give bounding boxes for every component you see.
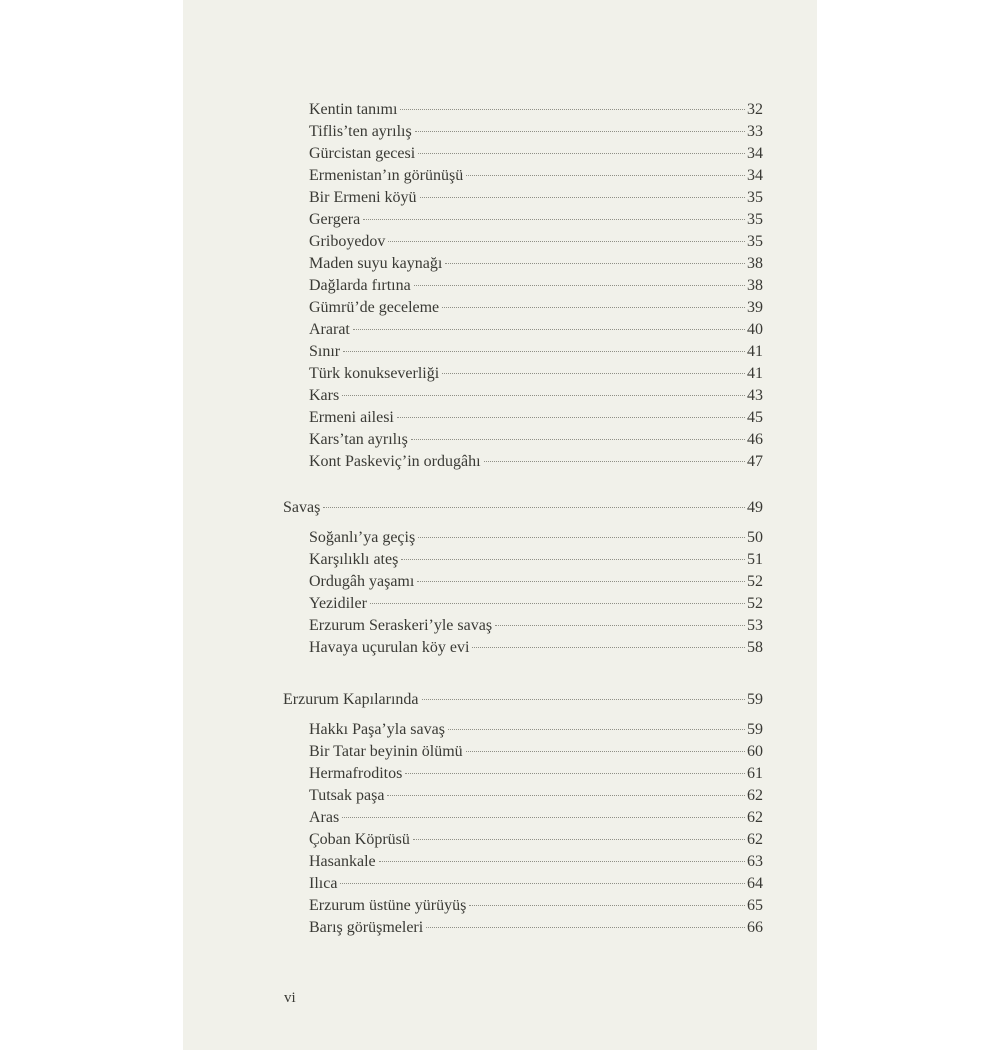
leader-dots bbox=[401, 559, 745, 560]
entry-title: Erzurum üstüne yürüyüş bbox=[309, 897, 467, 914]
entry-title: Tiflis’ten ayrılış bbox=[309, 123, 412, 140]
entry-page-number: 43 bbox=[747, 387, 763, 404]
entry-page-number: 63 bbox=[747, 853, 763, 870]
leader-dots bbox=[495, 625, 745, 626]
entry-title: Tutsak paşa bbox=[309, 787, 385, 804]
toc-entry bbox=[309, 121, 763, 143]
toc-entry bbox=[309, 165, 763, 187]
entry-page-number: 60 bbox=[747, 743, 763, 760]
entry-page-number: 64 bbox=[747, 875, 763, 892]
leader-dots bbox=[466, 751, 745, 752]
toc-entry bbox=[309, 429, 763, 451]
entry-page-number: 38 bbox=[747, 277, 763, 294]
leader-dots bbox=[342, 395, 745, 396]
entry-page-number: 58 bbox=[747, 639, 763, 656]
entry-title: Ordugâh yaşamı bbox=[309, 573, 415, 590]
entry-title: Barış görüşmeleri bbox=[309, 919, 424, 936]
toc-entry bbox=[309, 719, 763, 741]
toc-entry bbox=[309, 407, 763, 429]
leader-dots bbox=[363, 219, 745, 220]
leader-dots bbox=[397, 417, 745, 418]
entry-title: Ermenistan’ın görünüşü bbox=[309, 167, 464, 184]
toc-entry bbox=[309, 851, 763, 873]
entry-title: Çoban Köprüsü bbox=[309, 831, 410, 848]
toc-entry bbox=[309, 297, 763, 319]
leader-dots bbox=[420, 197, 745, 198]
entry-title: Gümrü’de geceleme bbox=[309, 299, 440, 316]
entry-page-number: 61 bbox=[747, 765, 763, 782]
entry-title: Yezidiler bbox=[309, 595, 367, 612]
section-page-number: 49 bbox=[747, 499, 763, 516]
toc-entry bbox=[309, 451, 763, 473]
toc-entry-list bbox=[183, 527, 817, 659]
leader-dots bbox=[388, 241, 745, 242]
book-page bbox=[183, 0, 817, 1050]
entry-page-number: 59 bbox=[747, 721, 763, 738]
toc-entry bbox=[309, 527, 763, 549]
leader-dots bbox=[413, 839, 745, 840]
entry-title: Bir Tatar beyinin ölümü bbox=[309, 743, 463, 760]
entry-title: Aras bbox=[309, 809, 340, 826]
leader-dots bbox=[379, 861, 745, 862]
leader-dots bbox=[342, 817, 745, 818]
entry-page-number: 62 bbox=[747, 809, 763, 826]
leader-dots bbox=[343, 351, 745, 352]
toc-entry bbox=[309, 829, 763, 851]
leader-dots bbox=[472, 647, 745, 648]
entry-title: Gergera bbox=[309, 211, 361, 228]
toc-group-savas bbox=[183, 497, 817, 659]
entry-title: Hermafroditos bbox=[309, 765, 403, 782]
toc-entry-list bbox=[183, 99, 817, 473]
toc-group-erzurum-kapilarinda bbox=[183, 689, 817, 939]
entry-title: Gürcistan gecesi bbox=[309, 145, 416, 162]
leader-dots bbox=[426, 927, 745, 928]
entry-page-number: 53 bbox=[747, 617, 763, 634]
toc-entry bbox=[309, 275, 763, 297]
leader-dots bbox=[469, 905, 745, 906]
toc-entry-list bbox=[183, 719, 817, 939]
entry-page-number: 52 bbox=[747, 595, 763, 612]
entry-page-number: 50 bbox=[747, 529, 763, 546]
leader-dots bbox=[442, 307, 745, 308]
entry-page-number: 41 bbox=[747, 365, 763, 382]
entry-page-number: 32 bbox=[747, 101, 763, 118]
toc-entry bbox=[309, 615, 763, 637]
toc-entry bbox=[309, 363, 763, 385]
entry-title: Dağlarda fırtına bbox=[309, 277, 411, 294]
entry-page-number: 34 bbox=[747, 145, 763, 162]
entry-title: Maden suyu kaynağı bbox=[309, 255, 443, 272]
toc-entry bbox=[309, 895, 763, 917]
leader-dots bbox=[418, 537, 745, 538]
leader-dots bbox=[418, 153, 745, 154]
toc-entry bbox=[309, 785, 763, 807]
entry-page-number: 51 bbox=[747, 551, 763, 568]
toc-section-heading bbox=[283, 497, 763, 519]
entry-page-number: 62 bbox=[747, 787, 763, 804]
toc-entry bbox=[309, 143, 763, 165]
leader-dots bbox=[387, 795, 745, 796]
entry-page-number: 35 bbox=[747, 189, 763, 206]
toc-entry bbox=[309, 99, 763, 121]
entry-page-number: 40 bbox=[747, 321, 763, 338]
section-title: Savaş bbox=[283, 499, 321, 516]
toc-entry bbox=[309, 917, 763, 939]
entry-title: Ermeni ailesi bbox=[309, 409, 394, 426]
entry-title: Ilıca bbox=[309, 875, 338, 892]
entry-title: Soğanlı’ya geçiş bbox=[309, 529, 416, 546]
entry-title: Griboyedov bbox=[309, 233, 386, 250]
entry-page-number: 35 bbox=[747, 211, 763, 228]
entry-title: Ararat bbox=[309, 321, 350, 338]
section-page-number: 59 bbox=[747, 691, 763, 708]
leader-dots bbox=[448, 729, 745, 730]
leader-dots bbox=[417, 581, 745, 582]
toc-group-continuation bbox=[183, 99, 817, 473]
toc-entry bbox=[309, 873, 763, 895]
leader-dots bbox=[370, 603, 745, 604]
leader-dots bbox=[323, 507, 745, 508]
entry-page-number: 52 bbox=[747, 573, 763, 590]
entry-page-number: 35 bbox=[747, 233, 763, 250]
toc-section-heading bbox=[283, 689, 763, 711]
toc-entry bbox=[309, 807, 763, 829]
entry-title: Havaya uçurulan köy evi bbox=[309, 639, 470, 656]
entry-page-number: 41 bbox=[747, 343, 763, 360]
entry-page-number: 45 bbox=[747, 409, 763, 426]
entry-title: Kars bbox=[309, 387, 340, 404]
entry-page-number: 34 bbox=[747, 167, 763, 184]
entry-title: Kentin tanımı bbox=[309, 101, 398, 118]
toc-entry bbox=[309, 231, 763, 253]
leader-dots bbox=[340, 883, 745, 884]
entry-page-number: 46 bbox=[747, 431, 763, 448]
entry-page-number: 38 bbox=[747, 255, 763, 272]
entry-title: Kars’tan ayrılış bbox=[309, 431, 408, 448]
leader-dots bbox=[442, 373, 745, 374]
entry-title: Hakkı Paşa’yla savaş bbox=[309, 721, 445, 738]
entry-title: Sınır bbox=[309, 343, 341, 360]
toc-entry bbox=[309, 253, 763, 275]
entry-page-number: 62 bbox=[747, 831, 763, 848]
toc-entry bbox=[309, 549, 763, 571]
entry-page-number: 66 bbox=[747, 919, 763, 936]
leader-dots bbox=[405, 773, 745, 774]
entry-title: Türk konukseverliği bbox=[309, 365, 440, 382]
leader-dots bbox=[415, 131, 745, 132]
leader-dots bbox=[445, 263, 745, 264]
toc-entry bbox=[309, 741, 763, 763]
toc-entry bbox=[309, 319, 763, 341]
entry-title: Bir Ermeni köyü bbox=[309, 189, 417, 206]
leader-dots bbox=[353, 329, 745, 330]
entry-title: Hasankale bbox=[309, 853, 376, 870]
entry-page-number: 33 bbox=[747, 123, 763, 140]
entry-page-number: 39 bbox=[747, 299, 763, 316]
leader-dots bbox=[466, 175, 745, 176]
leader-dots bbox=[411, 439, 745, 440]
leader-dots bbox=[414, 285, 745, 286]
toc-entry bbox=[309, 187, 763, 209]
toc-entry bbox=[309, 593, 763, 615]
toc-entry bbox=[309, 637, 763, 659]
page-folio: vi bbox=[284, 990, 296, 1006]
entry-title: Erzurum Seraskeri’yle savaş bbox=[309, 617, 493, 634]
toc-entry bbox=[309, 209, 763, 231]
toc-entry bbox=[309, 571, 763, 593]
leader-dots bbox=[400, 109, 745, 110]
toc-entry bbox=[309, 385, 763, 407]
entry-title: Karşılıklı ateş bbox=[309, 551, 399, 568]
toc-entry bbox=[309, 341, 763, 363]
entry-page-number: 65 bbox=[747, 897, 763, 914]
entry-page-number: 47 bbox=[747, 453, 763, 470]
leader-dots bbox=[422, 699, 746, 700]
toc-entry bbox=[309, 763, 763, 785]
leader-dots bbox=[484, 461, 745, 462]
section-title: Erzurum Kapılarında bbox=[283, 691, 419, 708]
entry-title: Kont Paskeviç’in ordugâhı bbox=[309, 453, 481, 470]
